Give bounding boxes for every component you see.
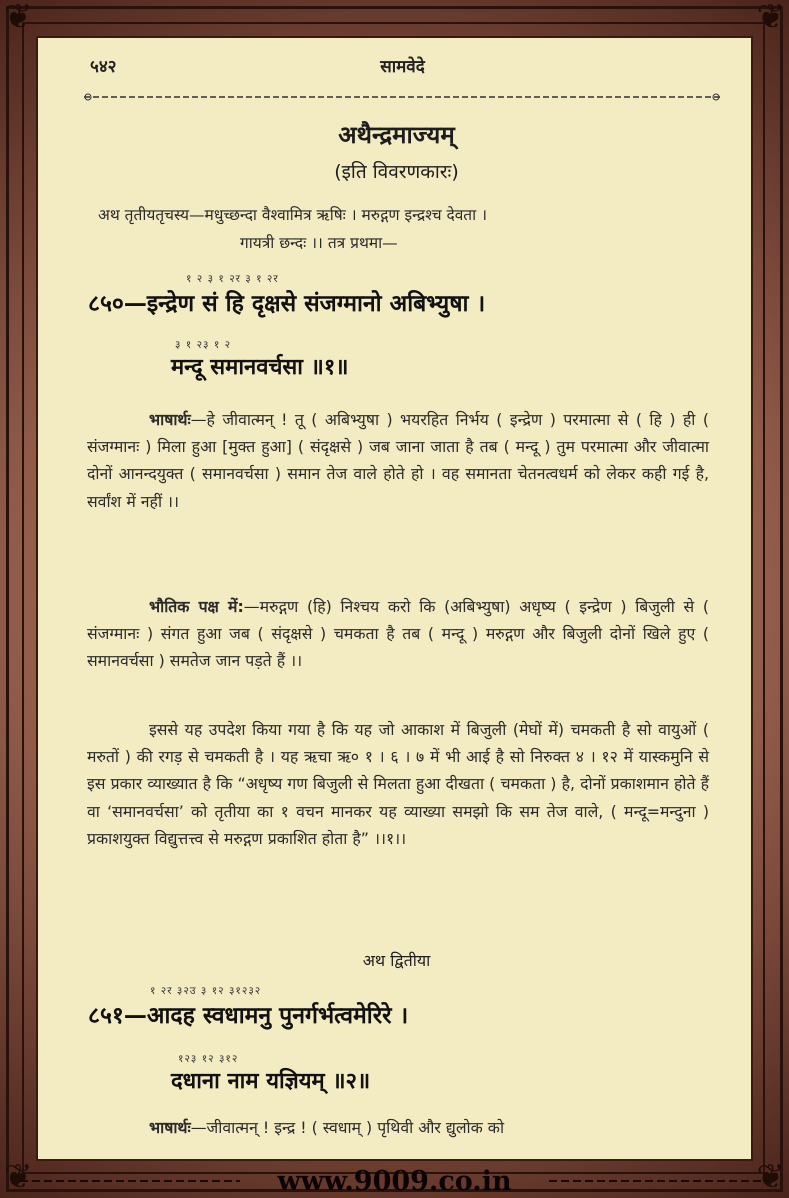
corner-ornament-icon: ❦	[756, 1157, 785, 1197]
bhashartha-2-label: भाषार्थः	[149, 1118, 191, 1137]
verse-850-line-1: ८५०—इन्द्रेण सं हि दृक्षसे संजग्मानो अबिभ्युषा ।	[88, 291, 486, 317]
corner-ornament-icon: ❦	[4, 1157, 33, 1197]
dvitiya-heading: अथ द्वितीया	[362, 951, 431, 970]
bhautik-text: —मरुद्गण (हि) निश्चय करो कि (अबिभ्युषा) अधृष्य ( इन्द्रेण ) बिजुली से ( संजग्मानः ) संगत हुआ जब ( संदृक्षसे ) चमकता है तब ( मन्दू ) मरुद्गण और बिजुली दोनों खिले हुए ( समानवर्चसा ) समतेज जान पड़ते हैं ।।	[87, 597, 709, 671]
book-page	[36, 36, 753, 1161]
verse-851-accent-marks: १ २र ३२उ ३ १२ ३१२३२	[150, 985, 262, 997]
bhashartha-paragraph-2	[87, 1114, 709, 1141]
page-header	[90, 54, 715, 78]
bhashartha-paragraph-1	[87, 406, 709, 515]
bhashartha-2-text: —जीवात्मन् ! इन्द्र ! ( स्वधाम् ) पृथिवी और द्युलोक को	[190, 1118, 505, 1137]
intro-line-1: अथ तृतीयतृचस्य—मधुच्छन्दा वैश्वामित्र ऋषिः । मरुद्गण इन्द्रश्च देवता ।	[98, 206, 487, 224]
verse-850-accent-marks-2: ३ १ २३ १ २	[175, 339, 232, 351]
verse-851-accent-marks-2: १२३ १२ ३१२	[178, 1053, 239, 1065]
section-subtitle: (इति विवरणकारः)	[334, 161, 459, 183]
footer-ornament-right	[549, 1176, 769, 1186]
corner-ornament-icon: ❦	[4, 0, 33, 37]
explanation-paragraph	[87, 716, 709, 852]
verse-851-line-1: ८५१—आदह स्वधामनु पुनर्गर्भत्वमेरिरे ।	[88, 1003, 409, 1029]
verse-850-line-2: मन्दू समानवर्चसा ॥१॥	[171, 355, 349, 380]
explanation-text: इससे यह उपदेश किया गया है कि यह जो आकाश में बिजुली (मेघों में) चमकती है सो वायुओं ( मरुतों ) की रगड़ से चमकती है । यह ऋचा ऋ० १ । ६ । ७ में भी आई है सो निरुक्त ४ । १२ में यास्कमुनि से इस प्रकार व्याख्यात है कि “अधृष्य गण बिजुली से मिलता हुआ दीखता ( चमकता ) है, दोनों प्रकाशमान होते हैं वा ‘समानवर्चसा’ को तृतीया का १ वचन मानकर यह व्याख्या समझो कि सम तेज वाले, ( मन्दू=मन्दुना ) प्रकाशयुक्त विद्युत्तत्त्व से मरुद्गण प्रकाशित होता है” ।।१।।	[87, 720, 709, 848]
website-url: www.9009.co.in	[277, 1166, 512, 1197]
verse-851-line-2: दधाना नाम यज्ञियम् ॥२॥	[171, 1069, 371, 1094]
verse-850-accent-marks: १ २ ३ १ २र ३ १ २र	[186, 273, 279, 285]
header-ornamental-rule	[84, 92, 720, 102]
bhashartha-text: —हे जीवात्मन् ! तू ( अबिभ्युषा ) भयरहित निर्भय ( इन्द्रेण ) परमात्मा से ( हि ) ही ( संजग्मानः ) मिला हुआ [मुक्त हुआ] ( संदृक्षसे ) जब जाना जाता है तब ( मन्दू ) तुम परमात्मा और जीवात्मा दोनों आनन्दयुक्त ( समानवर्चसा ) समान तेज वाले होते हो । वह समानता चेतनत्वधर्म को लेकर कही गई है, सर्वांश में नहीं ।।	[87, 410, 709, 511]
page-number: ५४२	[90, 57, 117, 77]
bhautik-label: भौतिक पक्ष में:	[149, 597, 244, 616]
bhautik-paragraph	[87, 593, 709, 675]
bhashartha-label: भाषार्थः	[149, 410, 191, 429]
intro-line-2: गायत्री छन्दः ।। तत्र प्रथमा—	[240, 234, 398, 252]
section-title: अथैन्द्रमाज्यम्	[338, 121, 455, 149]
corner-ornament-icon: ❦	[756, 0, 785, 37]
footer-bar	[0, 1164, 789, 1198]
book-title: सामवेदे	[380, 57, 425, 77]
